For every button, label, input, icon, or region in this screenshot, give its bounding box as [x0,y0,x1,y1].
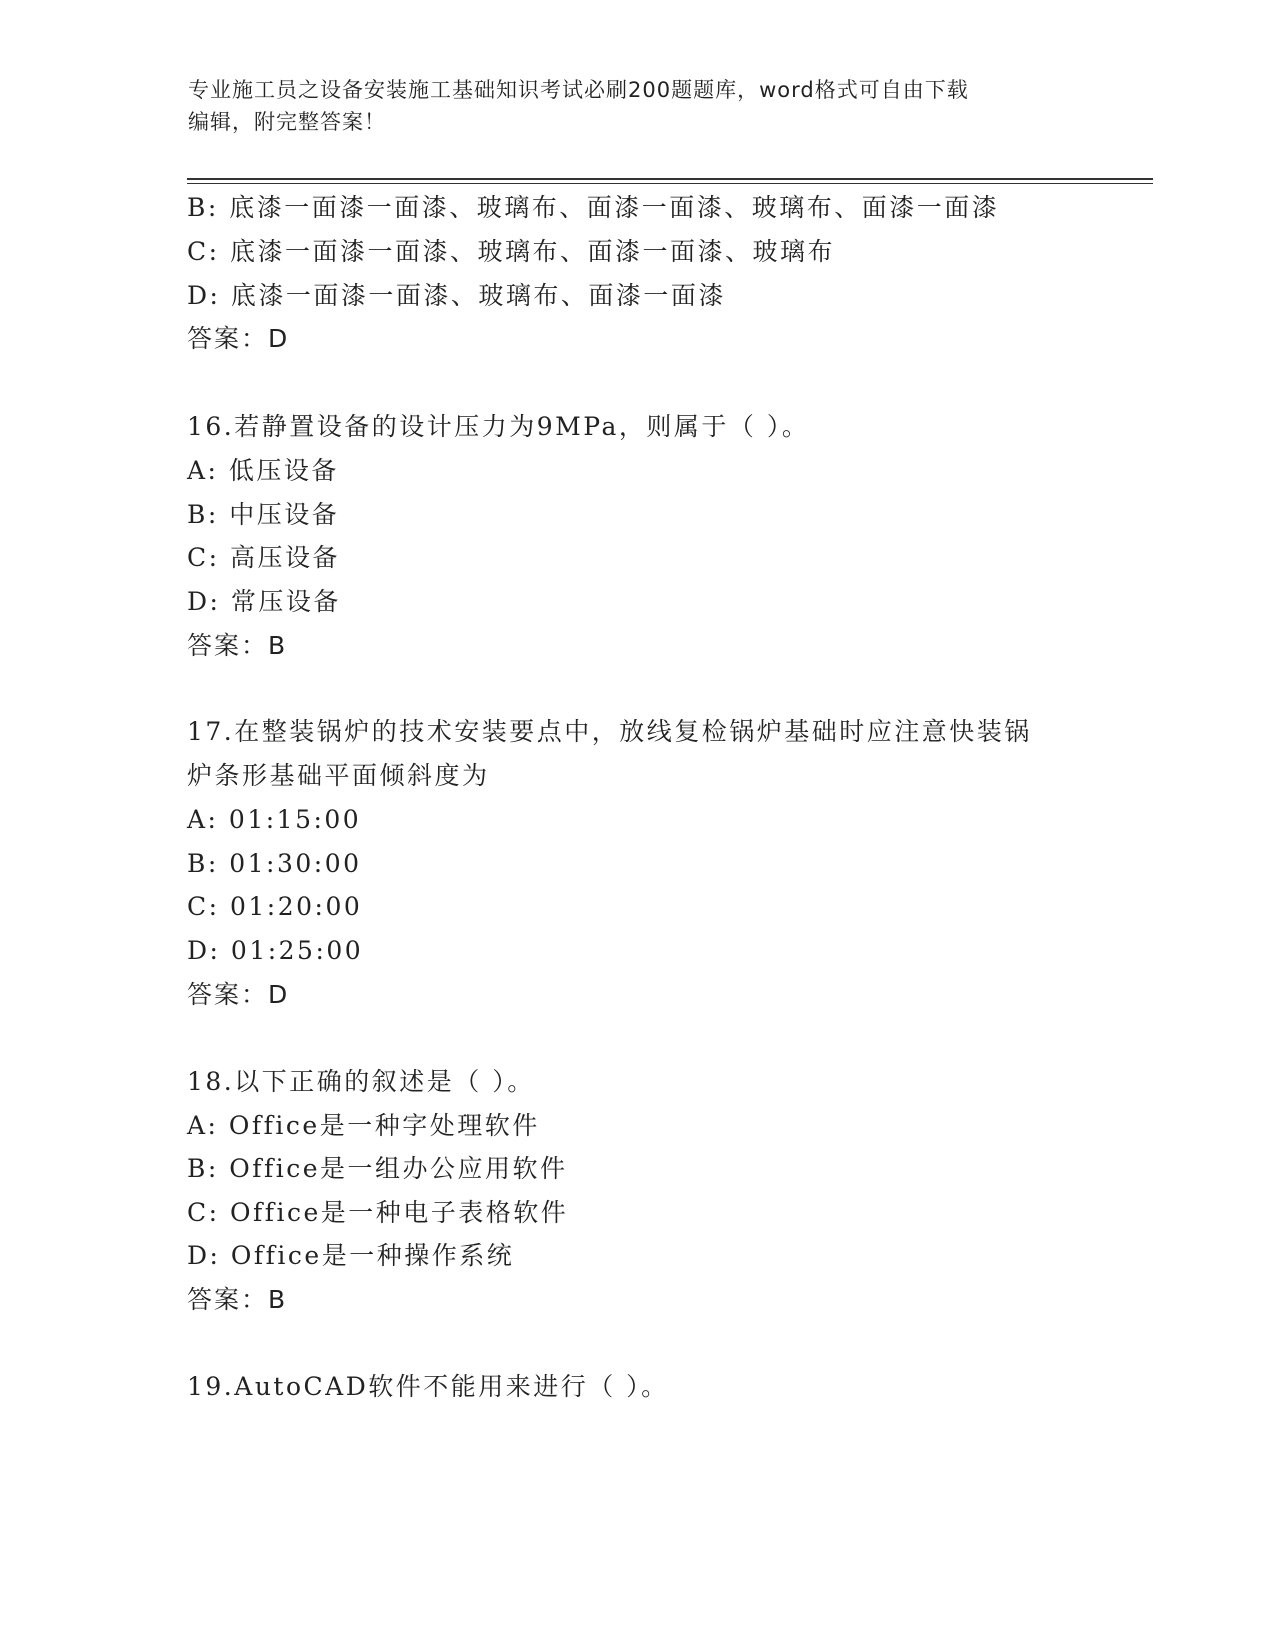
q19-question: 19.AutoCAD软件不能用来进行（ ）。 [187,1372,669,1401]
q17-option-b: B: 01:30:00 [187,849,362,878]
q17-option-c: C: 01:20:00 [187,892,363,921]
q16-answer: 答案：B [187,631,288,660]
q18-option-a: A: Office是一种字处理软件 [187,1111,540,1140]
q18-option-d: D: Office是一种操作系统 [187,1241,515,1270]
q18-question: 18.以下正确的叙述是（ ）。 [187,1067,535,1096]
q18-option-c: C: Office是一种电子表格软件 [187,1198,569,1227]
q17-option-a: A: 01:15:00 [187,805,362,834]
header-divider-thick [187,178,1153,180]
q15-answer: 答案：D [187,324,290,353]
q15-option-b: B: 底漆一面漆一面漆、玻璃布、面漆一面漆、玻璃布、面漆一面漆 [187,193,1000,222]
header-divider-thin [187,183,1153,184]
q15-option-c: C: 底漆一面漆一面漆、玻璃布、面漆一面漆、玻璃布 [187,237,836,266]
q18-option-b: B: Office是一组办公应用软件 [187,1154,568,1183]
document-header [188,74,1088,138]
q17-question-line-1: 17.在整装锅炉的技术安装要点中，放线复检锅炉基础时应注意快装锅 [187,717,1032,746]
q16-option-a: A: 低压设备 [187,456,339,485]
q17-question-line-2: 炉条形基础平面倾斜度为 [187,761,490,790]
header-title-line-2: 编辑，附完整答案！ [188,110,386,134]
q16-option-c: C: 高压设备 [187,543,340,572]
q15-option-d: D: 底漆一面漆一面漆、玻璃布、面漆一面漆 [187,281,726,310]
q18-answer: 答案：B [187,1285,288,1314]
q16-question: 16.若静置设备的设计压力为9MPa，则属于（ ）。 [187,412,810,441]
q16-option-b: B: 中压设备 [187,500,340,529]
q16-option-d: D: 常压设备 [187,587,341,616]
q17-option-d: D: 01:25:00 [187,936,364,965]
header-title-line-1: 专业施工员之设备安装施工基础知识考试必刷200题题库，word格式可自由下载 [188,78,969,102]
q17-answer: 答案：D [187,980,290,1009]
